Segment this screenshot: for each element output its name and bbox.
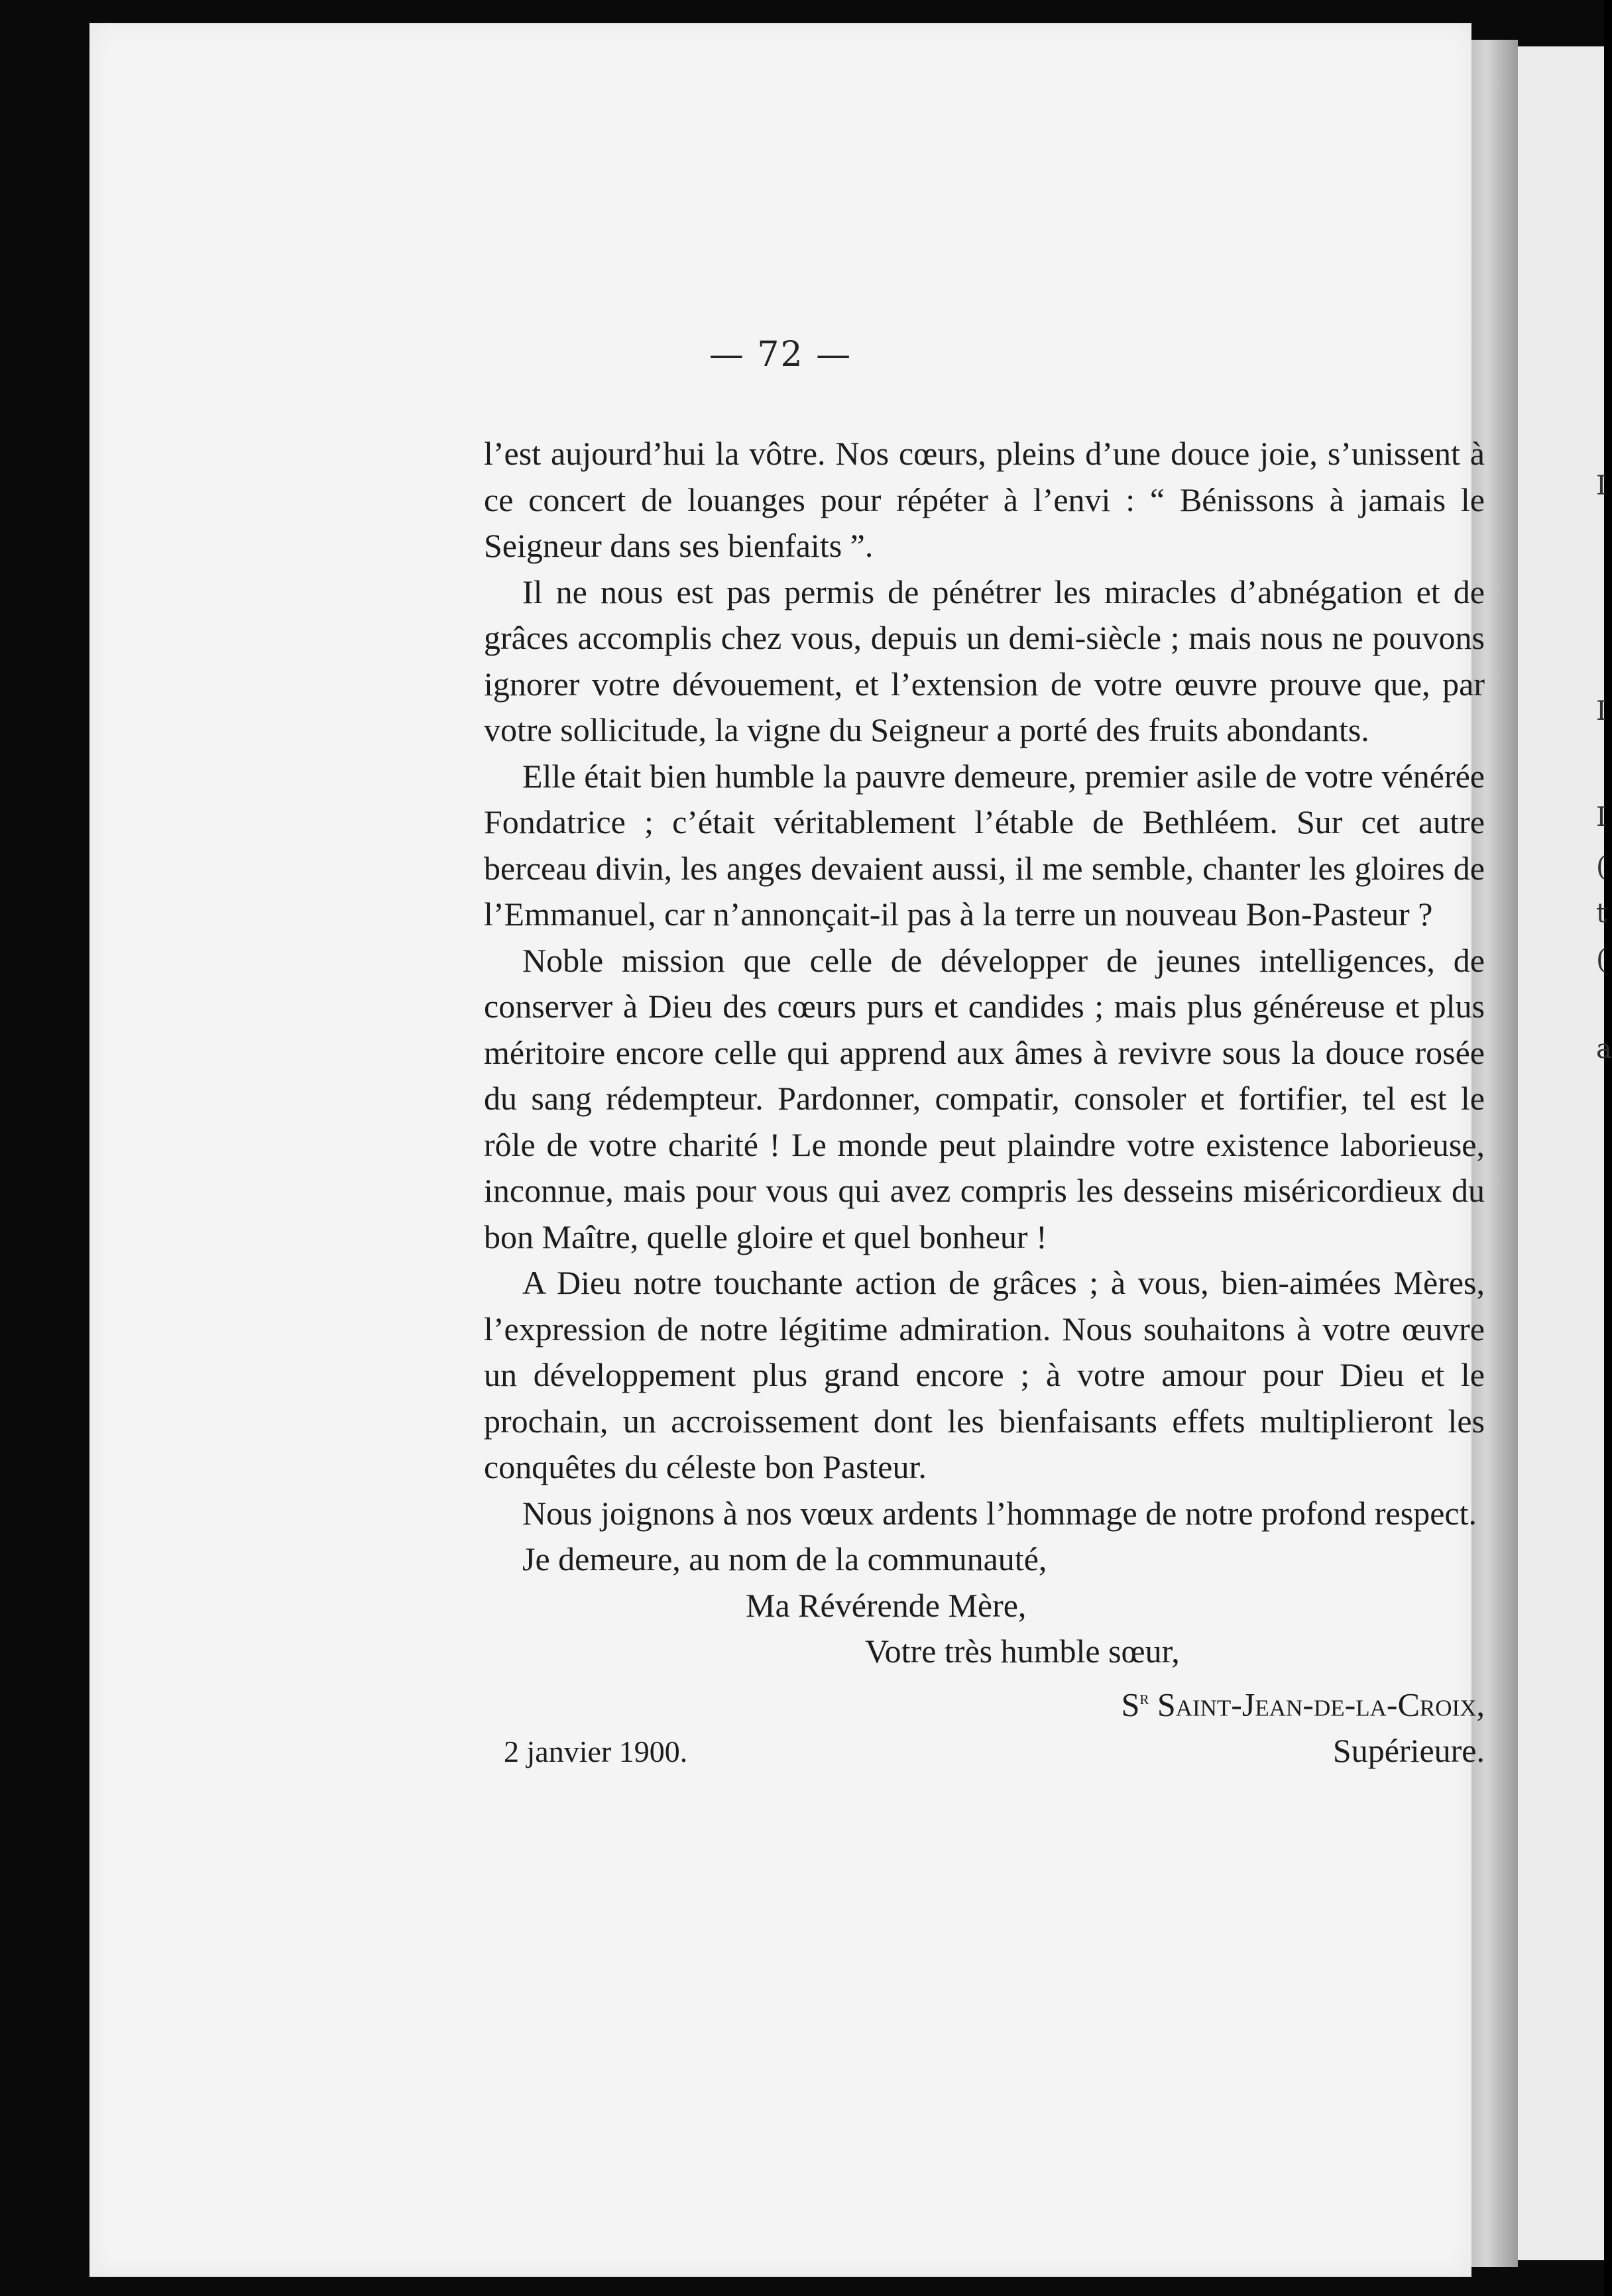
paragraph: Nous joignons à nos vœux ardents l’hommage de notre profond respect. <box>522 1494 1477 1532</box>
signature <box>484 1675 1485 1728</box>
signature-prefix: S <box>1121 1686 1140 1723</box>
adjacent-page-fragment: t <box>1596 898 1607 929</box>
salutation: Ma Révérende Mère, <box>746 1586 1027 1624</box>
book-page <box>89 23 1485 2277</box>
paragraph: Elle était bien humble la pauvre demeure, premier asile de votre vénérée Fondatrice ; c’était véritablement l’étable de Bethléem. Sur cet autre berceau divin, les anges devaient aussi, il me semble, chanter les gloires de l’Emmanuel, car n’annonçait-il pas à la terre un nouveau Bon-Pasteur ? <box>484 757 1485 933</box>
signatory-title: Supérieure. <box>1332 1731 1485 1769</box>
adjacent-page-fragment: a <box>1596 1034 1612 1064</box>
closing-line: Je demeure, au nom de la communauté, <box>522 1540 1047 1578</box>
paragraph: Il ne nous est pas permis de pénétrer les miracles d’abnégation et de grâces accomplis chez vous, depuis un demi-siècle ; mais nous ne pouvons ignorer votre dévouement, et l’extension de votre œuvre prouve que, par votre sollicitude, la vigne du Seigneur a porté des fruits abondants. <box>484 573 1485 748</box>
page-number: — 72 — <box>709 335 852 374</box>
letter-date: 2 janvier 1900. <box>504 1734 688 1768</box>
paragraph: A Dieu notre touchante action de grâces ; à vous, bien-aimées Mères, l’expression de notre légitime admiration. Nous souhaitons à votre œuvre un développement plus grand encore ; à votre amour pour Dieu et le prochain, un accroissement dont les bienfaisants effets multiplieront les conquêtes du céleste bon Pasteur. <box>484 1264 1485 1485</box>
adjacent-page-edge <box>1518 46 1612 2260</box>
date-title-row <box>484 1728 1485 1775</box>
valediction: Votre très humble sœur, <box>865 1633 1180 1670</box>
adjacent-page-fragment: I <box>1596 696 1607 726</box>
signature-name: Saint-Jean-de-la-Croix, <box>1157 1686 1485 1723</box>
adjacent-page-fragment: ( <box>1596 852 1607 882</box>
paragraph: Noble mission que celle de développer de jeunes intelligences, de conserver à Dieu des cœurs purs et candides ; mais plus généreuse et plus méritoire encore celle qui apprend aux âmes à revivre sous la douce rosée du sang rédempteur. Pardonner, compatir, consoler et fortifier, tel est le rôle de votre charité ! Le monde peut plaindre votre existence laborieuse, inconnue, mais pour vous qui avez compris les desseins miséricordieux du bon Maître, quelle gloire et quel bonheur ! <box>484 941 1485 1255</box>
adjacent-page-fragment: ( <box>1596 945 1607 975</box>
adjacent-page-fragment: I <box>1596 802 1607 832</box>
signature-superscript: r <box>1139 1686 1149 1709</box>
adjacent-page-fragment: I <box>1596 471 1607 501</box>
page-body <box>484 431 1485 1774</box>
paragraph: l’est aujourd’hui la vôtre. Nos cœurs, pleins d’une douce joie, s’unissent à ce concert de louanges pour répéter à l’envi : “ Bénissons à jamais le Seigneur dans ses bienfaits ”. <box>484 435 1485 564</box>
